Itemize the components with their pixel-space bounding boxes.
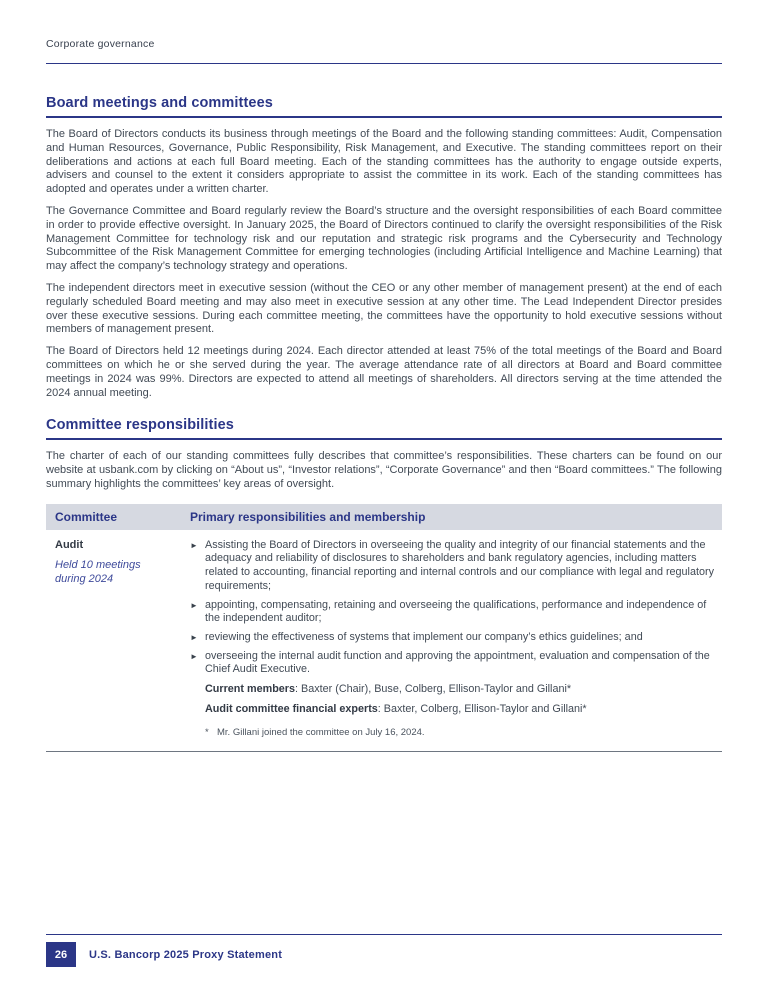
current-members-value: : Baxter (Chair), Buse, Colberg, Ellison-Taylor and Gillani* bbox=[295, 683, 572, 696]
footnote-asterisk: * bbox=[205, 727, 209, 739]
financial-experts-value: : Baxter, Colberg, Ellison-Taylor and Gillani* bbox=[377, 702, 587, 715]
triangle-bullet-icon: ► bbox=[190, 600, 198, 610]
table-row-audit bbox=[46, 530, 722, 753]
paragraph: The charter of each of our standing committees fully describes that committee’s responsibilities. These charters can be found on our website at usbank.com by clicking on “About us”, “Investor relations”, “Corporate Governance” and then “Board committees.” The following summary highlights the committees’ key areas of oversight. bbox=[46, 450, 722, 490]
paragraph: The Board of Directors conducts its business through meetings of the Board and the following standing committees: Audit, Compensation and Human Resources, Governance, Public Responsibility, Risk Management, and Executive. The standing committees report on their deliberations and actions at each full Board meeting. Each of the standing committees has the authority to engage outside experts, advisers and counsel to the extent it considers appropriate to assist the committee in its work. Each of the standing committees has adopted and operates under a written charter. bbox=[46, 128, 722, 196]
breadcrumb-label: Corporate governance bbox=[46, 38, 155, 50]
bullet-text: Assisting the Board of Directors in overseeing the quality and integrity of our financial statements and the adequacy and reliability of disclosures to shareholders and bank regulatory agencies, including matters related to accounting, financial reporting and internal controls and our compliance with legal and regulatory requirements; bbox=[205, 538, 714, 592]
list-item bbox=[190, 631, 718, 645]
section-heading-board-meetings: Board meetings and committees bbox=[46, 95, 722, 118]
committee-name: Audit bbox=[55, 538, 84, 551]
committee-table-header bbox=[46, 504, 722, 530]
section-heading-committee-responsibilities: Committee responsibilities bbox=[46, 417, 722, 440]
footer-document-title: U.S. Bancorp 2025 Proxy Statement bbox=[89, 948, 283, 961]
list-item bbox=[190, 650, 718, 677]
triangle-bullet-icon: ► bbox=[190, 651, 198, 661]
triangle-bullet-icon: ► bbox=[190, 540, 198, 550]
committee-meetings-note: Held 10 meetings during 2024 bbox=[55, 558, 141, 585]
paragraph: The Governance Committee and Board regularly review the Board’s structure and the oversight responsibilities of each Board committee in order to provide effective oversight. In January 2025, the Board of Directors continued to clarify the oversight responsibilities of the Risk Management Committee for technology risk and our reputation and strategic risk programs and the Cybersecurity and Technology Subcommittee of the Risk Management Committee for emerging technologies (including Artificial Intelligence and Machine Learning) that may affect the company’s technology strategy and operations. bbox=[46, 204, 722, 273]
list-item bbox=[190, 539, 718, 594]
committee-cell bbox=[46, 539, 190, 740]
section-committee-responsibilities-body bbox=[46, 450, 722, 491]
section-board-meetings-body bbox=[46, 128, 722, 400]
breadcrumb bbox=[46, 34, 722, 64]
footnote-text: Mr. Gillani joined the committee on July 16, 2024. bbox=[217, 727, 425, 739]
footnote bbox=[190, 727, 718, 739]
bullet-text: reviewing the effectiveness of systems that implement our company’s ethics guidelines; and bbox=[205, 630, 643, 643]
column-header-primary-responsibilities: Primary responsibilities and membership bbox=[190, 509, 426, 524]
page-footer bbox=[46, 934, 722, 967]
column-header-committee: Committee bbox=[55, 509, 118, 524]
bullet-text: overseeing the internal audit function and approving the appointment, evaluation and compensation of the Chief Audit Executive. bbox=[205, 649, 710, 676]
committee-table bbox=[46, 504, 722, 753]
list-item bbox=[190, 599, 718, 626]
responsibilities-cell bbox=[190, 539, 722, 740]
paragraph: The Board of Directors held 12 meetings during 2024. Each director attended at least 75% of the total meetings of the Board and Board committees on which he or she served during the year. The average attendance rate of all directors at Board and Board committee meetings in 2024 was 99%. Directors are expected to attend all meetings of shareholders. All directors serving at the time attended the 2024 annual meeting. bbox=[46, 345, 722, 399]
current-members-line bbox=[190, 683, 718, 697]
triangle-bullet-icon: ► bbox=[190, 632, 198, 642]
responsibilities-bullet-list bbox=[190, 539, 718, 677]
current-members-label: Current members bbox=[205, 683, 296, 696]
paragraph: The independent directors meet in executive session (without the CEO or any other member of management present) at the end of each regularly scheduled Board meeting and may also meet in executive session at any other time. The Lead Independent Director presides over these executive sessions. During each committee meeting, the committees have the opportunity to hold executive sessions without members of management present. bbox=[46, 281, 722, 336]
page-number-badge: 26 bbox=[46, 942, 76, 967]
financial-experts-line bbox=[190, 703, 718, 717]
financial-experts-label: Audit committee financial experts bbox=[205, 702, 378, 715]
bullet-text: appointing, compensating, retaining and overseeing the qualifications, performance and independence of the independent auditor; bbox=[205, 598, 707, 625]
